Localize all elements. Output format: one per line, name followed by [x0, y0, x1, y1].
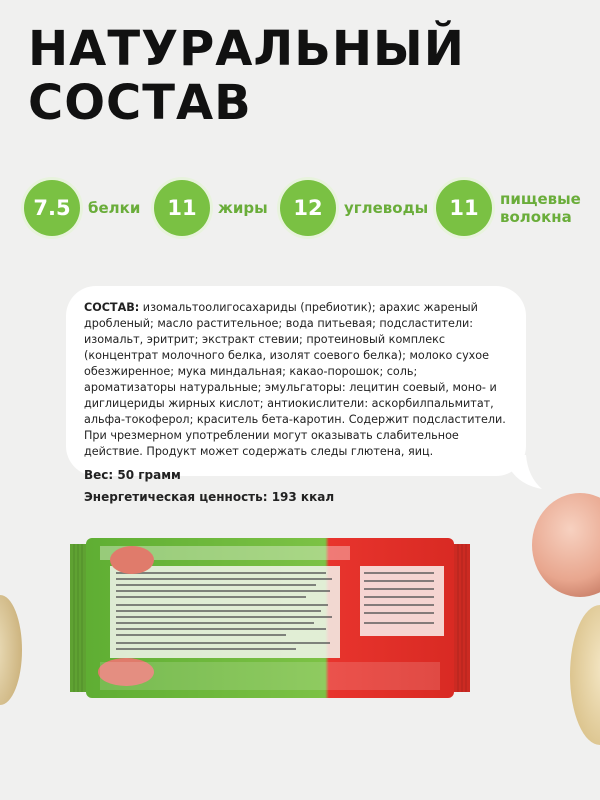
composition-heading: СОСТАВ: [84, 301, 140, 314]
stat-label: жиры [218, 199, 268, 217]
nutrition-stats [24, 180, 584, 236]
peanut-image [510, 490, 600, 600]
package-wrapper-image [70, 538, 470, 698]
stat-badge: 7.5 [24, 180, 80, 236]
stat-carbs [280, 180, 428, 236]
stat-label: углеводы [344, 199, 429, 217]
title-line-1: НАТУРАЛЬНЫЙ [28, 21, 465, 77]
stat-fiber [436, 180, 580, 236]
composition-bubble [66, 286, 526, 504]
composition-body: изомальтоолигосахариды (пребиотик); арахис жареный дробленый; масло растительное; вода питьевая; подсластители: изомальт, эритрит; экстракт стевии; протеиновый комплекс (концентрат молочного белка, изолят соевого белка); молоко сухое обезжиренное; мука миндальная; какао-порошок; соль; ароматизаторы натуральные; эмульгаторы: лецитин соевый, моно- и диглицериды жирных кислот; антиокислители: аскорбилпальмитат, альфа-токоферол; краситель бета-каротин. Содержит подсластители. При чрезмерном употреблении могут оказывать слабительное действие. Продукт может содержать следы глютена, яиц. [84, 301, 506, 458]
bubble-tail [510, 455, 542, 489]
stat-badge: 11 [436, 180, 492, 236]
title-line-2: СОСТАВ [28, 75, 252, 131]
stat-label: белки [88, 199, 141, 217]
stat-badge: 12 [280, 180, 336, 236]
almond-image [0, 590, 24, 710]
energy-text: Энергетическая ценность: 193 ккал [84, 490, 335, 504]
stat-badge: 11 [154, 180, 210, 236]
stat-label: пищевые волокна [500, 190, 581, 226]
weight-text: Вес: 50 грамм [84, 468, 181, 482]
product-package [70, 538, 470, 698]
stat-fat [154, 180, 268, 236]
peanut-half-image [558, 600, 600, 750]
page-title [28, 22, 465, 130]
stat-protein [24, 180, 140, 236]
composition-text [84, 300, 510, 460]
